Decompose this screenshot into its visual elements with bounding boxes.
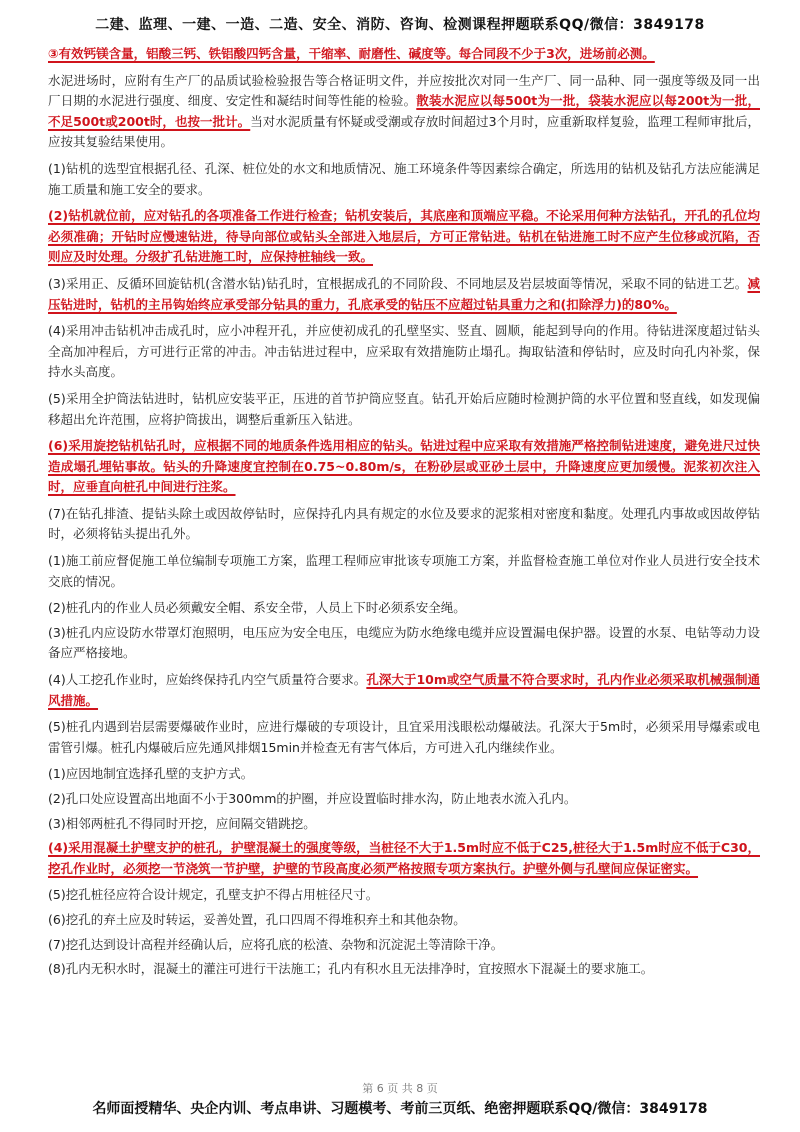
body-text: (3)采用正、反循环回旋钻机(含潜水钻)钻孔时，宜根据成孔的不同阶段、不同地层及岩层坡面等情况，采取不同的钻进工艺。 [48,275,748,291]
paragraph-casing-drilling [48,389,760,430]
paragraph-cement-test-items [48,44,760,65]
body-text: (3)桩孔内应设防水带罩灯泡照明，电压应为安全电压，电缆应为防水绝缘电缆并应设置漏电保护器。设置的水泵、电钻等动力设备应严格接地。 [48,624,760,661]
body-text: (5)采用全护筒法钻进时，钻机应安装平正，压进的首节护筒应竖直。钻孔开始后应随时检测护筒的水平位置和竖直线，如发现偏移超出允许范围，应将护筒拔出，调整后重新压入钻进。 [48,390,760,427]
paragraph-slag-removal [48,504,760,545]
body-text: (4)采用冲击钻机冲击成孔时，应小冲程开孔，并应使初成孔的孔壁坚实、竖直、圆顺，能起到导向的作用。待钻进深度超过钻头全高加冲程后，方可进行正常的冲击。冲击钻进过程中，应采取有效措施防止塌孔。掏取钻渣和停钻时，应及时向孔内补浆，保持水头高度。 [48,323,760,380]
body-text: 水泥进场时，应附有生产厂的品质试验检验报告等合格证明文件，并应按批次对同一生产厂、同一品种、同一强度等级及同一出厂日期的水泥进行强度、细度、安定性和凝结时间等性能的检验。 [48,72,760,109]
body-text: 当对水泥质量有怀疑或受潮或存放时间超过3个月时，应重新取样复验，监理工程师审批后，应按其复验结果使用。 [48,113,760,150]
highlight-text: 散装水泥应以每500t为一批，袋装水泥应以每200t为一批，不足500t或200t时，也按一批计。 [48,93,760,129]
highlight-text: 孔深大于10m或空气质量不符合要求时，孔内作业必须采取机械强制通风措施。 [48,672,760,708]
paragraph-concrete-pouring [48,959,760,980]
paragraph-blasting [48,717,760,758]
body-text: (2)孔口处应设置高出地面不小于300mm的护圈，并应设置临时排水沟，防止地表水流入孔内。 [48,791,577,806]
page-header: 二建、监理、一建、一造、二造、安全、消防、咨询、检测课程押题联系QQ/微信：3849178 [95,17,705,33]
page-footer: 名师面授精华、央企内训、考点串讲、习题模考、考前三页纸、绝密押题联系QQ/微信：3849178 [92,1101,708,1117]
body-text: (1)应因地制宜选择孔壁的支护方式。 [48,766,254,782]
body-text: (8)孔内无积水时，混凝土的灌注可进行干法施工；孔内有积水且无法排净时，宜按照水下混凝土的要求施工。 [48,961,654,977]
highlight-text: ③有效钙镁含量，铝酸三钙、铁铝酸四钙含量，干缩率、耐磨性、碱度等。每合同段不少于3次，进场前必测。 [48,46,655,61]
paragraph-spoil-disposal [48,910,760,931]
paragraph-ventilation [48,670,760,711]
paragraph-drill-positioning [48,206,760,268]
body-text: (1)钻机的选型宜根据孔径、孔深、桩位处的水文和地质情况、施工环境条件等因素综合确定，所选用的钻机及钻孔方法应能满足施工质量和施工安全的要求。 [48,160,760,197]
body-text: (1)施工前应督促施工单位编制专项施工方案，监理工程师应审批该专项施工方案，并监督检查施工单位对作业人员进行安全技术交底的情况。 [48,553,760,589]
body-text: (2)桩孔内的作业人员必须戴安全帽、系安全带，人员上下时必须系安全绳。 [48,600,466,616]
paragraph-special-plan [48,551,760,592]
body-text: (7)挖孔达到设计高程并经确认后，应将孔底的松渣、杂物和沉淀泥土等清除干净。 [48,936,504,952]
highlight-text: (4)采用混凝土护壁支护的桩孔，护壁混凝土的强度等级，当桩径不大于1.5m时应不低于C25,桩径大于1.5m时应不低于C30，挖孔作业时，必须挖一节浇筑一节护壁，护壁的节段高度必须严格按照专项方案执行。护壁外侧与孔壁间应保证密实。 [48,840,760,876]
paragraph-rotary-drilling [48,274,760,315]
paragraph-safety-gear [48,598,760,619]
paragraph-support-method [48,764,760,785]
body-text: (5)桩孔内遇到岩层需要爆破作业时，应进行爆破的专项设计，且宜采用浅眼松动爆破法。孔深大于5m时，必须采用导爆索或电雷管引爆。桩孔内爆破后应先通风排烟15min并检查无有害气体后，方可进入孔内继续作业。 [48,719,760,755]
content-body [48,44,760,986]
body-text: (5)挖孔桩径应符合设计规定，孔壁支护不得占用桩径尺寸。 [48,887,379,903]
paragraph-pile-diameter [48,885,760,906]
paragraph-lighting [48,623,760,664]
paragraph-cement-entry [48,71,760,153]
body-text: (4)人工挖孔作业时，应始终保持孔内空气质量符合要求。 [48,672,367,688]
highlight-text: (6)采用旋挖钻机钻孔时，应根据不同的地质条件选用相应的钻头。钻进过程中应采取有效措施严格控制钻进速度，避免进尺过快造成塌孔埋钻事故。钻头的升降速度宜控制在0.75~0.80m/s，在粉砂层或亚砂土层中，升降速度应更加缓慢。泥浆初次注入时，应垂直向桩孔中间进行注浆。 [48,438,760,495]
paragraph-bottom-cleaning [48,935,760,956]
body-text: (6)挖孔的弃土应及时转运，妥善处置，孔口四周不得堆积弃土和其他杂物。 [48,911,466,927]
paragraph-rotary-excavator [48,436,760,498]
page-number: 第 6 页 共 8 页 [362,1082,438,1095]
paragraph-guard-ring [48,789,760,810]
body-text: (7)在钻孔排渣、提钻头除土或因故停钻时，应保持孔内具有规定的水位及要求的泥浆相对密度和黏度。处理孔内事故或因故停钻时，必须将钻头提出孔外。 [48,505,760,542]
highlight-text: 减压钻进时，钻机的主吊钩始终应承受部分钻具的重力，孔底承受的钻压不应超过钻具重力之和(扣除浮力)的80%。 [48,275,760,312]
paragraph-percussion-drilling [48,321,760,383]
paragraph-concrete-wall [48,838,760,879]
paragraph-staggered-digging [48,814,760,835]
body-text: (3)相邻两桩孔不得同时开挖，应间隔交错跳挖。 [48,815,316,831]
highlight-text: (2)钻机就位前，应对钻孔的各项准备工作进行检查；钻机安装后，其底座和顶端应平稳。不论采用何种方法钻孔，开孔的孔位均必须准确；开钻时应慢速钻进，待导向部位或钻头全部进入地层后，方可正常钻进。钻机在钻进施工时不应产生位移或沉陷，否则应及时处理。分级扩孔钻进施工时，应保持桩轴线一致。 [48,208,760,265]
paragraph-drill-selection [48,159,760,200]
